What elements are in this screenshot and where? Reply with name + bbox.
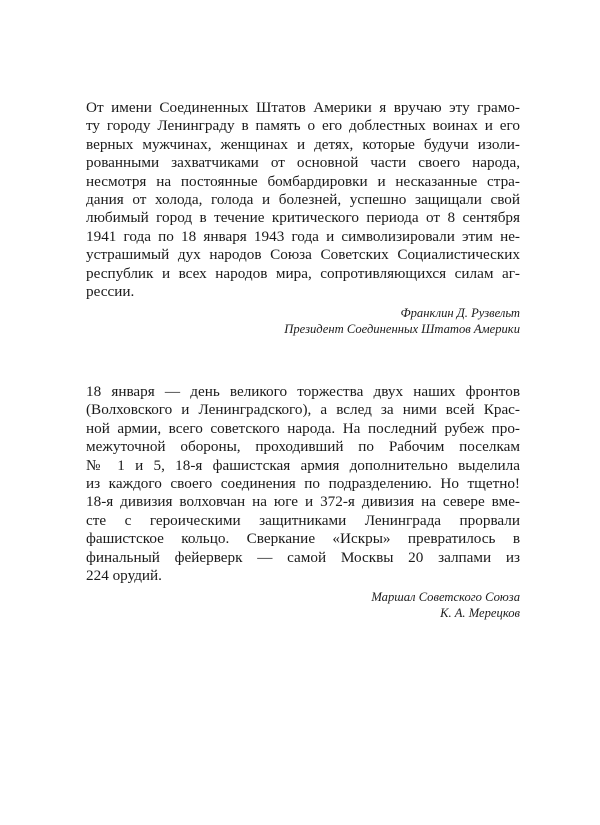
text-line: ной армии, всего советского народа. На последний рубеж про-: [86, 419, 520, 437]
meretskov-quote-text: [86, 383, 520, 585]
text-line: фашистское кольцо. Сверкание «Искры» превратилось в: [86, 530, 520, 548]
text-line: 18 января — день великого торжества двух наших фронтов: [86, 383, 520, 400]
meretskov-signature: [86, 589, 520, 621]
text-line: 18-я дивизия волховчан на юге и 372-я дивизия на севере вме-: [86, 493, 520, 511]
text-line: дания от холода, голода и болезней, успешно защищали свой: [86, 191, 520, 209]
text-line: финальный фейерверк — самой Москвы 20 залпами из: [86, 548, 520, 566]
text-line: из каждого своего соединения по подразделению. Но тщетно!: [86, 475, 520, 493]
meretskov-quote-block: [86, 383, 520, 621]
text-line: республик и всех народов мира, сопротивляющихся силам аг-: [86, 264, 520, 282]
text-line: любимый город в течение критического периода от 8 сентября: [86, 209, 520, 227]
signature-name: К. А. Мерецков: [440, 606, 520, 621]
text-line: сте с героическими защитниками Ленинграда прорвали: [86, 511, 520, 529]
text-line: 224 орудий.: [86, 567, 162, 585]
text-line: ту городу Ленинграду в память о его доблестных воинах и его: [86, 117, 520, 135]
roosevelt-quote-text: [86, 99, 520, 301]
text-line: 1941 года по 18 января 1943 года и символизировали этим не-: [86, 227, 520, 245]
text-line: (Волховского и Ленинградского), а вслед за ними всей Крас-: [86, 401, 520, 419]
signature-title: Президент Соединенных Штатов Америки: [284, 322, 520, 337]
signature-name: Франклин Д. Рузвельт: [400, 306, 520, 321]
text-line: От имени Соединенных Штатов Америки я вручаю эту грамо-: [86, 99, 520, 116]
text-line: верных мужчинах, женщинах и детях, которые будучи изоли-: [86, 135, 520, 153]
signature-title: Маршал Советского Союза: [371, 590, 520, 605]
text-line: рессии.: [86, 283, 135, 301]
text-line: устрашимый дух народов Союза Советских Социалистических: [86, 246, 520, 264]
roosevelt-quote-block: [86, 99, 520, 337]
text-line: № 1 и 5, 18-я фашистская армия дополнительно выделила: [86, 456, 520, 474]
text-line: межуточной обороны, проходивший по Рабочим поселкам: [86, 438, 520, 456]
text-line: несмотря на постоянные бомбардировки и несказанные стра-: [86, 172, 520, 190]
text-line: рованными захватчиками от основной части своего народа,: [86, 154, 520, 172]
roosevelt-signature: [86, 305, 520, 337]
